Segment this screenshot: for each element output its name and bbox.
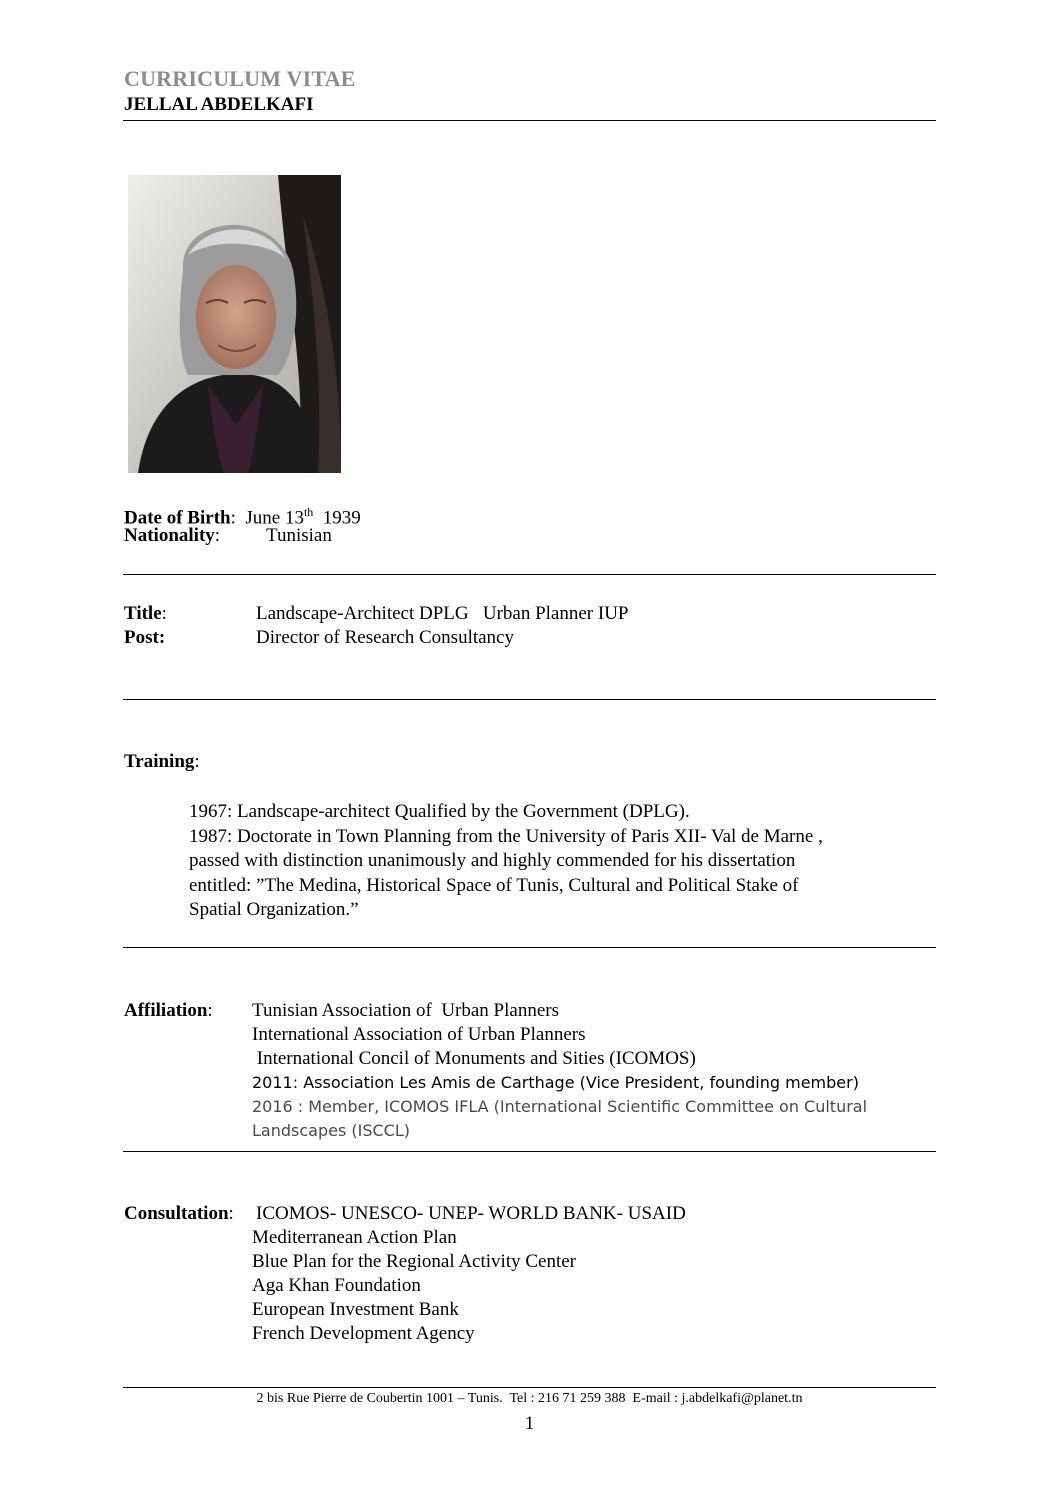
- consultation-item: Aga Khan Foundation: [252, 1275, 421, 1296]
- consultation-colon: :: [228, 1203, 234, 1224]
- consultation-item: French Development Agency: [252, 1323, 475, 1344]
- affiliation-colon: :: [207, 1000, 213, 1021]
- affiliation-list: [252, 999, 867, 1143]
- page-number: 1: [524, 1413, 535, 1434]
- affiliation-label: Affiliation: [124, 1000, 208, 1021]
- title-row-label: [124, 602, 167, 626]
- nationality-label: Nationality: [124, 525, 215, 546]
- consultation-item: Blue Plan for the Regional Activity Center: [252, 1251, 576, 1272]
- title-value: Landscape-Architect DPLG Urban Planner IUP: [256, 603, 629, 624]
- nationality-value: Tunisian: [266, 525, 332, 546]
- section-rule-2: [123, 699, 936, 700]
- dob-sup: th: [303, 505, 314, 519]
- section-rule-1: [123, 574, 936, 575]
- header-rule: [123, 120, 936, 121]
- section-rule-4: [123, 1151, 936, 1152]
- affiliation-item: Tunisian Association of Urban Planners: [252, 1000, 559, 1021]
- post-label: Post:: [124, 627, 166, 648]
- title-colon: :: [161, 603, 167, 624]
- consultation-item: Mediterranean Action Plan: [252, 1227, 457, 1248]
- footer-address: 2 bis Rue Pierre de Coubertin 1001 – Tunis. Tel : 216 71 259 388 E-mail : j.abdelkafi@planet.tn: [256, 1391, 803, 1406]
- affiliation-item: Landscapes (ISCCL): [252, 1121, 410, 1140]
- training-text: [189, 800, 823, 923]
- training-heading: [124, 750, 200, 774]
- dob-colon: :: [230, 507, 246, 529]
- title-label: Title: [124, 603, 162, 624]
- post-value: Director of Research Consultancy: [256, 627, 514, 648]
- affiliation-item: 2016 : Member, ICOMOS IFLA (International Scientific Committee on Cultural: [252, 1097, 868, 1116]
- consultation-first: ICOMOS- UNESCO- UNEP- WORLD BANK- USAID: [256, 1203, 686, 1224]
- training-line: passed with distinction unanimously and highly commended for his dissertation: [189, 850, 796, 871]
- affiliation-item: 2011: Association Les Amis de Carthage (Vice President, founding member): [252, 1073, 859, 1092]
- training-line: 1967: Landscape-architect Qualified by the Government (DPLG).: [189, 801, 690, 822]
- footer-rule: [123, 1387, 936, 1388]
- document-title: CURRICULUM VITAE: [124, 66, 356, 91]
- training-label: Training: [124, 751, 195, 772]
- consultation-heading: [124, 1202, 234, 1226]
- affiliation-item: International Association of Urban Planners: [252, 1024, 586, 1045]
- section-rule-3: [123, 947, 936, 948]
- person-name: JELLAL ABDELKAFI: [124, 94, 314, 115]
- consultation-item: European Investment Bank: [252, 1299, 459, 1320]
- dob-label: Date of Birth: [124, 507, 231, 529]
- training-colon: :: [194, 751, 200, 772]
- training-line: Spatial Organization.”: [189, 899, 359, 920]
- nationality-colon: :: [214, 525, 221, 546]
- nationality-row: [124, 524, 220, 548]
- dob-value: June 13: [245, 507, 304, 529]
- affiliation-item: International Concil of Monuments and Sities (ICOMOS): [252, 1048, 696, 1069]
- portrait-photo: [128, 175, 341, 473]
- training-line: entitled: ”The Medina, Historical Space of Tunis, Cultural and Political Stake of: [189, 874, 799, 896]
- consultation-label: Consultation: [124, 1203, 229, 1224]
- affiliation-heading: [124, 999, 213, 1023]
- dob-year: 1939: [322, 507, 361, 529]
- portrait-image: [128, 175, 341, 473]
- consultation-list: [252, 1226, 576, 1346]
- training-line: 1987: Doctorate in Town Planning from the University of Paris XII- Val de Marne ,: [189, 825, 823, 847]
